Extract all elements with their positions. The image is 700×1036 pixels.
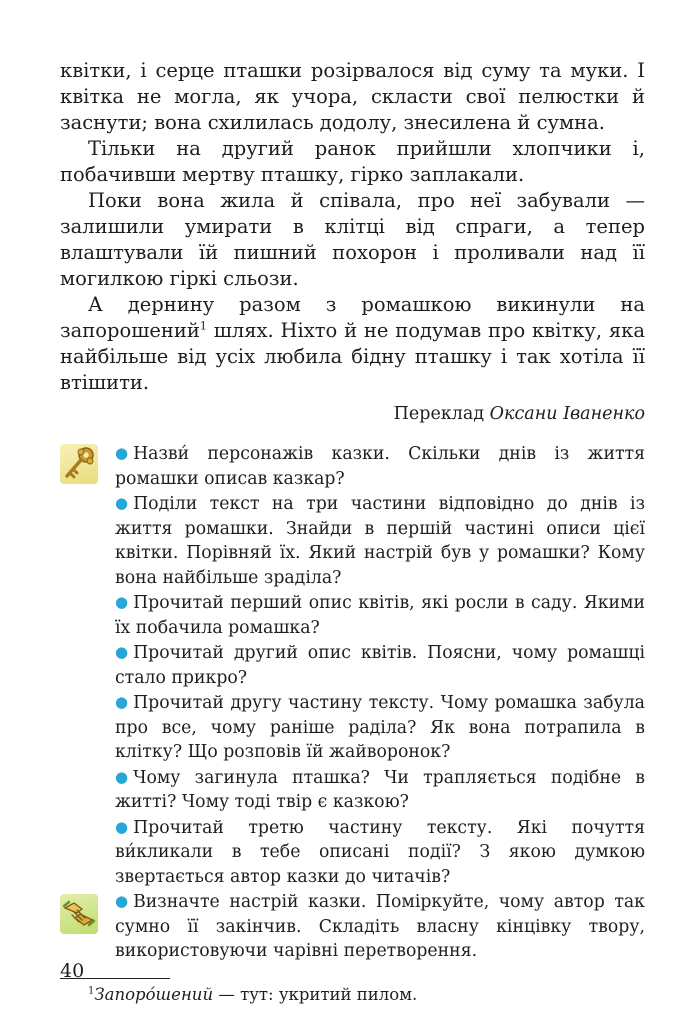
- bullet-icon: ●: [115, 444, 129, 462]
- footnote-definition: — тут: укритий пилом.: [213, 984, 418, 1004]
- story-paragraph-4-start: А дернину разом з ромашкою викинули на запорошений: [60, 293, 645, 342]
- bullet-icon: ●: [115, 767, 129, 786]
- question-text: Прочитай перший опис квітів, які росли в саду. Якими їх побачила ромашка?: [115, 593, 645, 638]
- question-text: Прочитай другий опис квітів. Поясни, чому ромашці стало прикро?: [115, 643, 645, 688]
- group-task-section: [60, 890, 645, 964]
- footnote: [88, 983, 645, 1007]
- question-item: [115, 492, 645, 590]
- question-item: [115, 641, 645, 690]
- handshake-icon: [60, 894, 98, 934]
- question-item: [115, 766, 645, 815]
- bullet-icon: ●: [115, 643, 129, 661]
- footnote-marker: 1: [199, 319, 207, 333]
- bullet-icon: ●: [115, 817, 129, 836]
- translation-credit: [60, 402, 645, 426]
- bullet-icon: ●: [115, 892, 129, 910]
- story-paragraph-1: квітки, і серце пташки розірвалося від суму та муки. І квітка не могла, як учора, скласти свої пелюстки й заснути; вона схилилась додолу, знесилена й сумна.: [60, 59, 645, 134]
- page-number: 40: [60, 960, 85, 982]
- story-paragraph-3: Поки вона жила й співала, про неї забували — залишили умирати в клітці від спраги, а тепер влаштували їй пишний похорон і проливали над її могилкою гіркі сльози.: [60, 189, 645, 290]
- question-item: [115, 816, 645, 890]
- questions-section: [60, 442, 645, 889]
- story-paragraph-2: Тільки на другий ранок прийшли хлопчики і, побачивши мертву пташку, гірко заплакали.: [60, 137, 645, 186]
- bullet-icon: ●: [115, 593, 129, 611]
- task-text: Визначте настрій казки. Поміркуйте, чому автор так сумно її закінчив. Складіть власну кінцівку твору, використовуючи чарівні перетворення.: [115, 892, 645, 961]
- footnote-number: 1: [88, 985, 95, 996]
- bullet-icon: ●: [115, 494, 129, 512]
- question-text: Прочитай другу частину тексту. Чому ромашка забула про все, чому раніше раділа? Як вона потрапила в клітку? Що розповів їй жайворонок?: [115, 693, 645, 762]
- question-text: Поділи текст на три частини відповідно до днів із життя ромашки. Знайди в першій частині описи цієї квітки. Порівняй їх. Який настрій був у ромашки? Кому вона найбільше зраділа?: [115, 494, 645, 588]
- textbook-page: [60, 58, 645, 1007]
- question-text: Прочитай третю частину тексту. Які почуття ви́кликали в тебе описані події? З якою думкою звертається автор казки до читачів?: [115, 817, 645, 887]
- task-item: [115, 890, 645, 964]
- story-text: [60, 58, 645, 396]
- translator-name: Оксани Іваненко: [489, 404, 645, 424]
- translation-label: Переклад: [393, 404, 490, 424]
- footnote-term: Запоро́шений: [94, 984, 214, 1004]
- question-text: Назви́ персонажів казки. Скільки днів із життя ромашки описав казкар?: [115, 444, 645, 489]
- question-item: [115, 442, 645, 491]
- task-list: [115, 890, 645, 964]
- questions-list: [115, 442, 645, 889]
- question-item: [115, 591, 645, 640]
- story-paragraph-4-end: шлях. Ніхто й не подумав про квітку, яка найбільше від усіх любила бідну пташку і так хотіла її втішити.: [60, 319, 645, 394]
- question-text: Чому загинула пташка? Чи трапляється подібне в житті? Чому тоді твір є казкою?: [115, 767, 645, 812]
- key-icon: [60, 444, 98, 484]
- story-paragraph-4: [60, 292, 645, 396]
- bullet-icon: ●: [115, 693, 129, 711]
- question-item: [115, 691, 645, 765]
